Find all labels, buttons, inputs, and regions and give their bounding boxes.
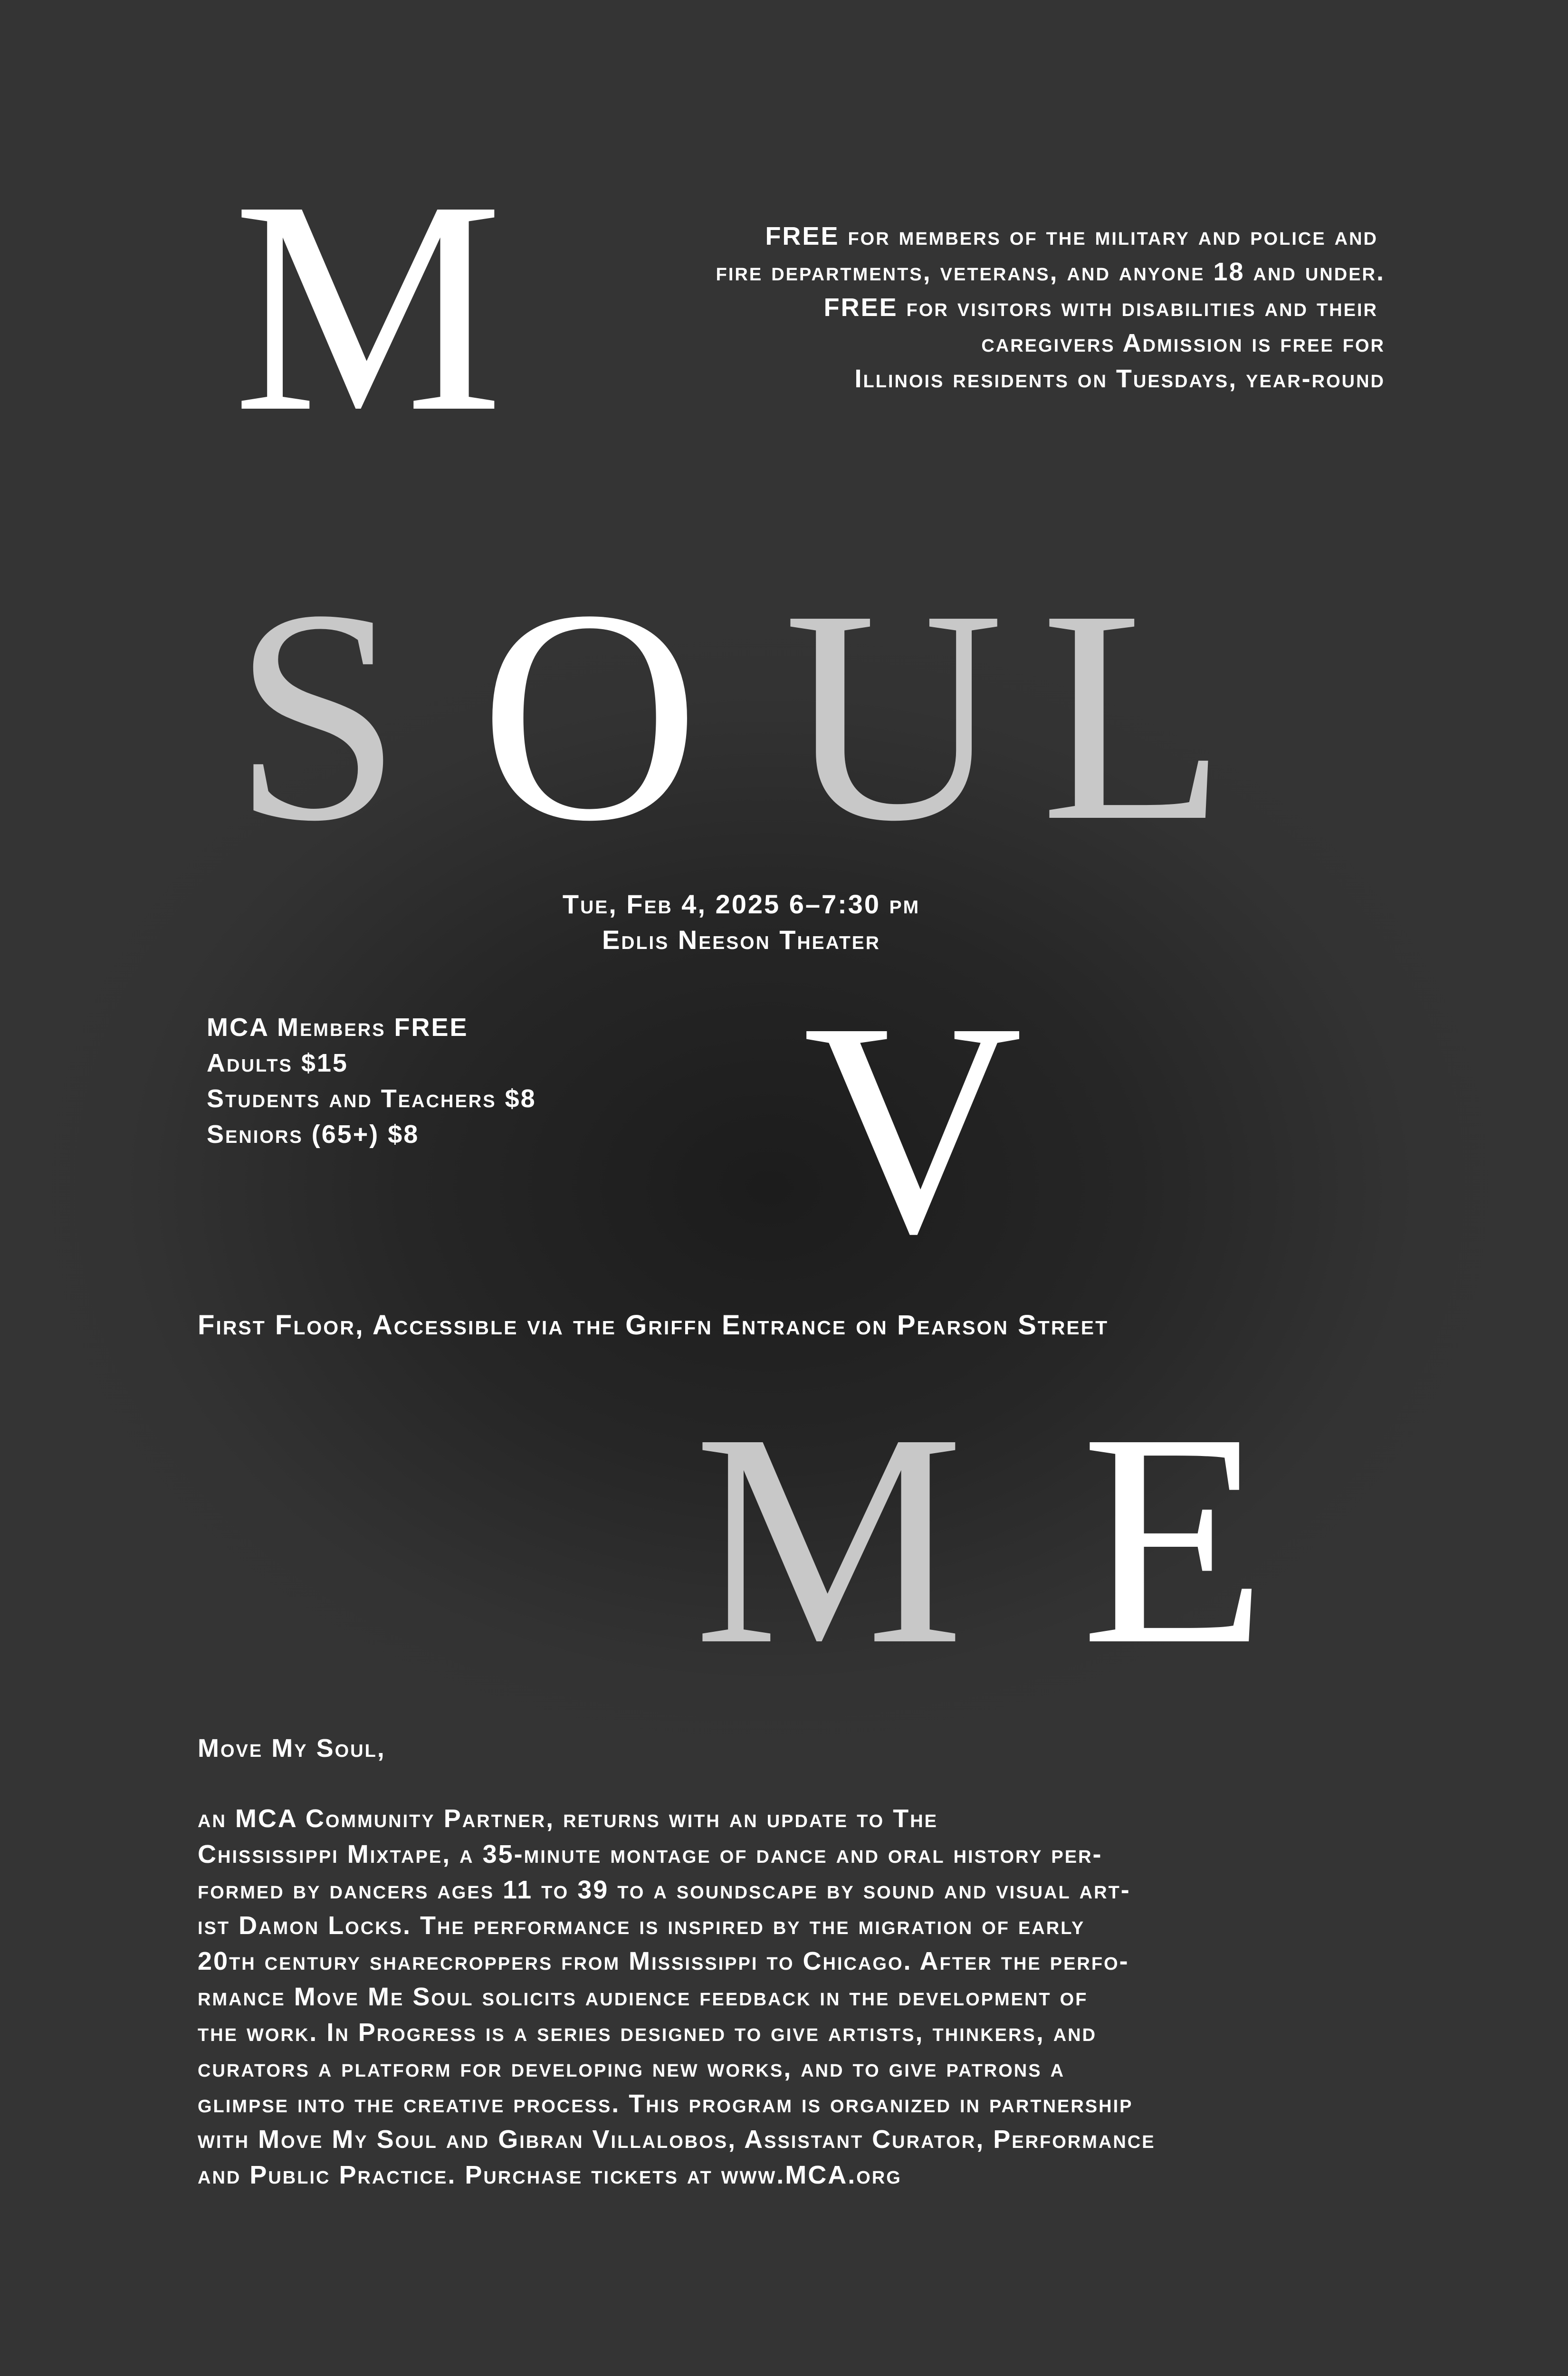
title-letter-m-second: M [694, 1371, 965, 1707]
admission-line: Illinois residents on Tuesdays, year-round [854, 364, 1385, 393]
title-letter-v: V [803, 960, 1023, 1296]
price-item: Students and Teachers $8 [207, 1084, 536, 1113]
title-letter-e: E [1081, 1371, 1267, 1707]
event-venue: Edlis Neeson Theater [602, 925, 880, 955]
admission-line: caregivers Admission is free for [981, 329, 1385, 357]
admission-line: FREE for members of the military and police and [765, 222, 1378, 250]
description-line: ist Damon Locks. The performance is inspired by the migration of early [198, 1911, 1085, 1940]
title-letter-l: L [1041, 547, 1226, 884]
admission-line: fire departments, veterans, and anyone 18 and under. [716, 258, 1385, 286]
description-line: curators a platform for developing new works, and to give patrons a [198, 2054, 1065, 2082]
price-item: Seniors (65+) $8 [207, 1120, 420, 1149]
admission-line: FREE for visitors with disabilities and their [823, 293, 1378, 322]
title-letter-m: M [233, 138, 504, 475]
title-letter-u: U [784, 547, 1004, 884]
description-line: the work. In Progress is a series designed to give artists, thinkers, and [198, 2018, 1097, 2047]
description-line: rmance Move Me Soul solicits audience feedback in the development of [198, 1983, 1088, 2011]
description-line: 20th century sharecroppers from Mississippi to Chicago. After the perfo- [198, 1947, 1129, 1975]
title-letter-s: S [233, 547, 402, 884]
description-line: an MCA Community Partner, returns with an update to The [198, 1804, 938, 1833]
description-line: and Public Practice. Purchase tickets at www.MCA.org [198, 2161, 902, 2189]
description-line: Chississippi Mixtape, a 35-minute montage of dance and oral history per- [198, 1840, 1103, 1868]
description-heading: Move My Soul, [198, 1734, 386, 1763]
location-text: First Floor, Accessible via the Griffn Entrance on Pearson Street [198, 1310, 1109, 1341]
description-line: formed by dancers ages 11 to 39 to a soundscape by sound and visual art- [198, 1876, 1131, 1904]
event-datetime: Tue, Feb 4, 2025 6–7:30 pm [562, 889, 920, 919]
description-line: glimpse into the creative process. This program is organized in partnership [198, 2089, 1133, 2118]
title-letter-o: O [480, 547, 700, 884]
price-item: Adults $15 [207, 1049, 348, 1077]
price-item: MCA Members FREE [207, 1013, 468, 1042]
description-line: with Move My Soul and Gibran Villalobos, Assistant Curator, Performance [198, 2125, 1156, 2154]
